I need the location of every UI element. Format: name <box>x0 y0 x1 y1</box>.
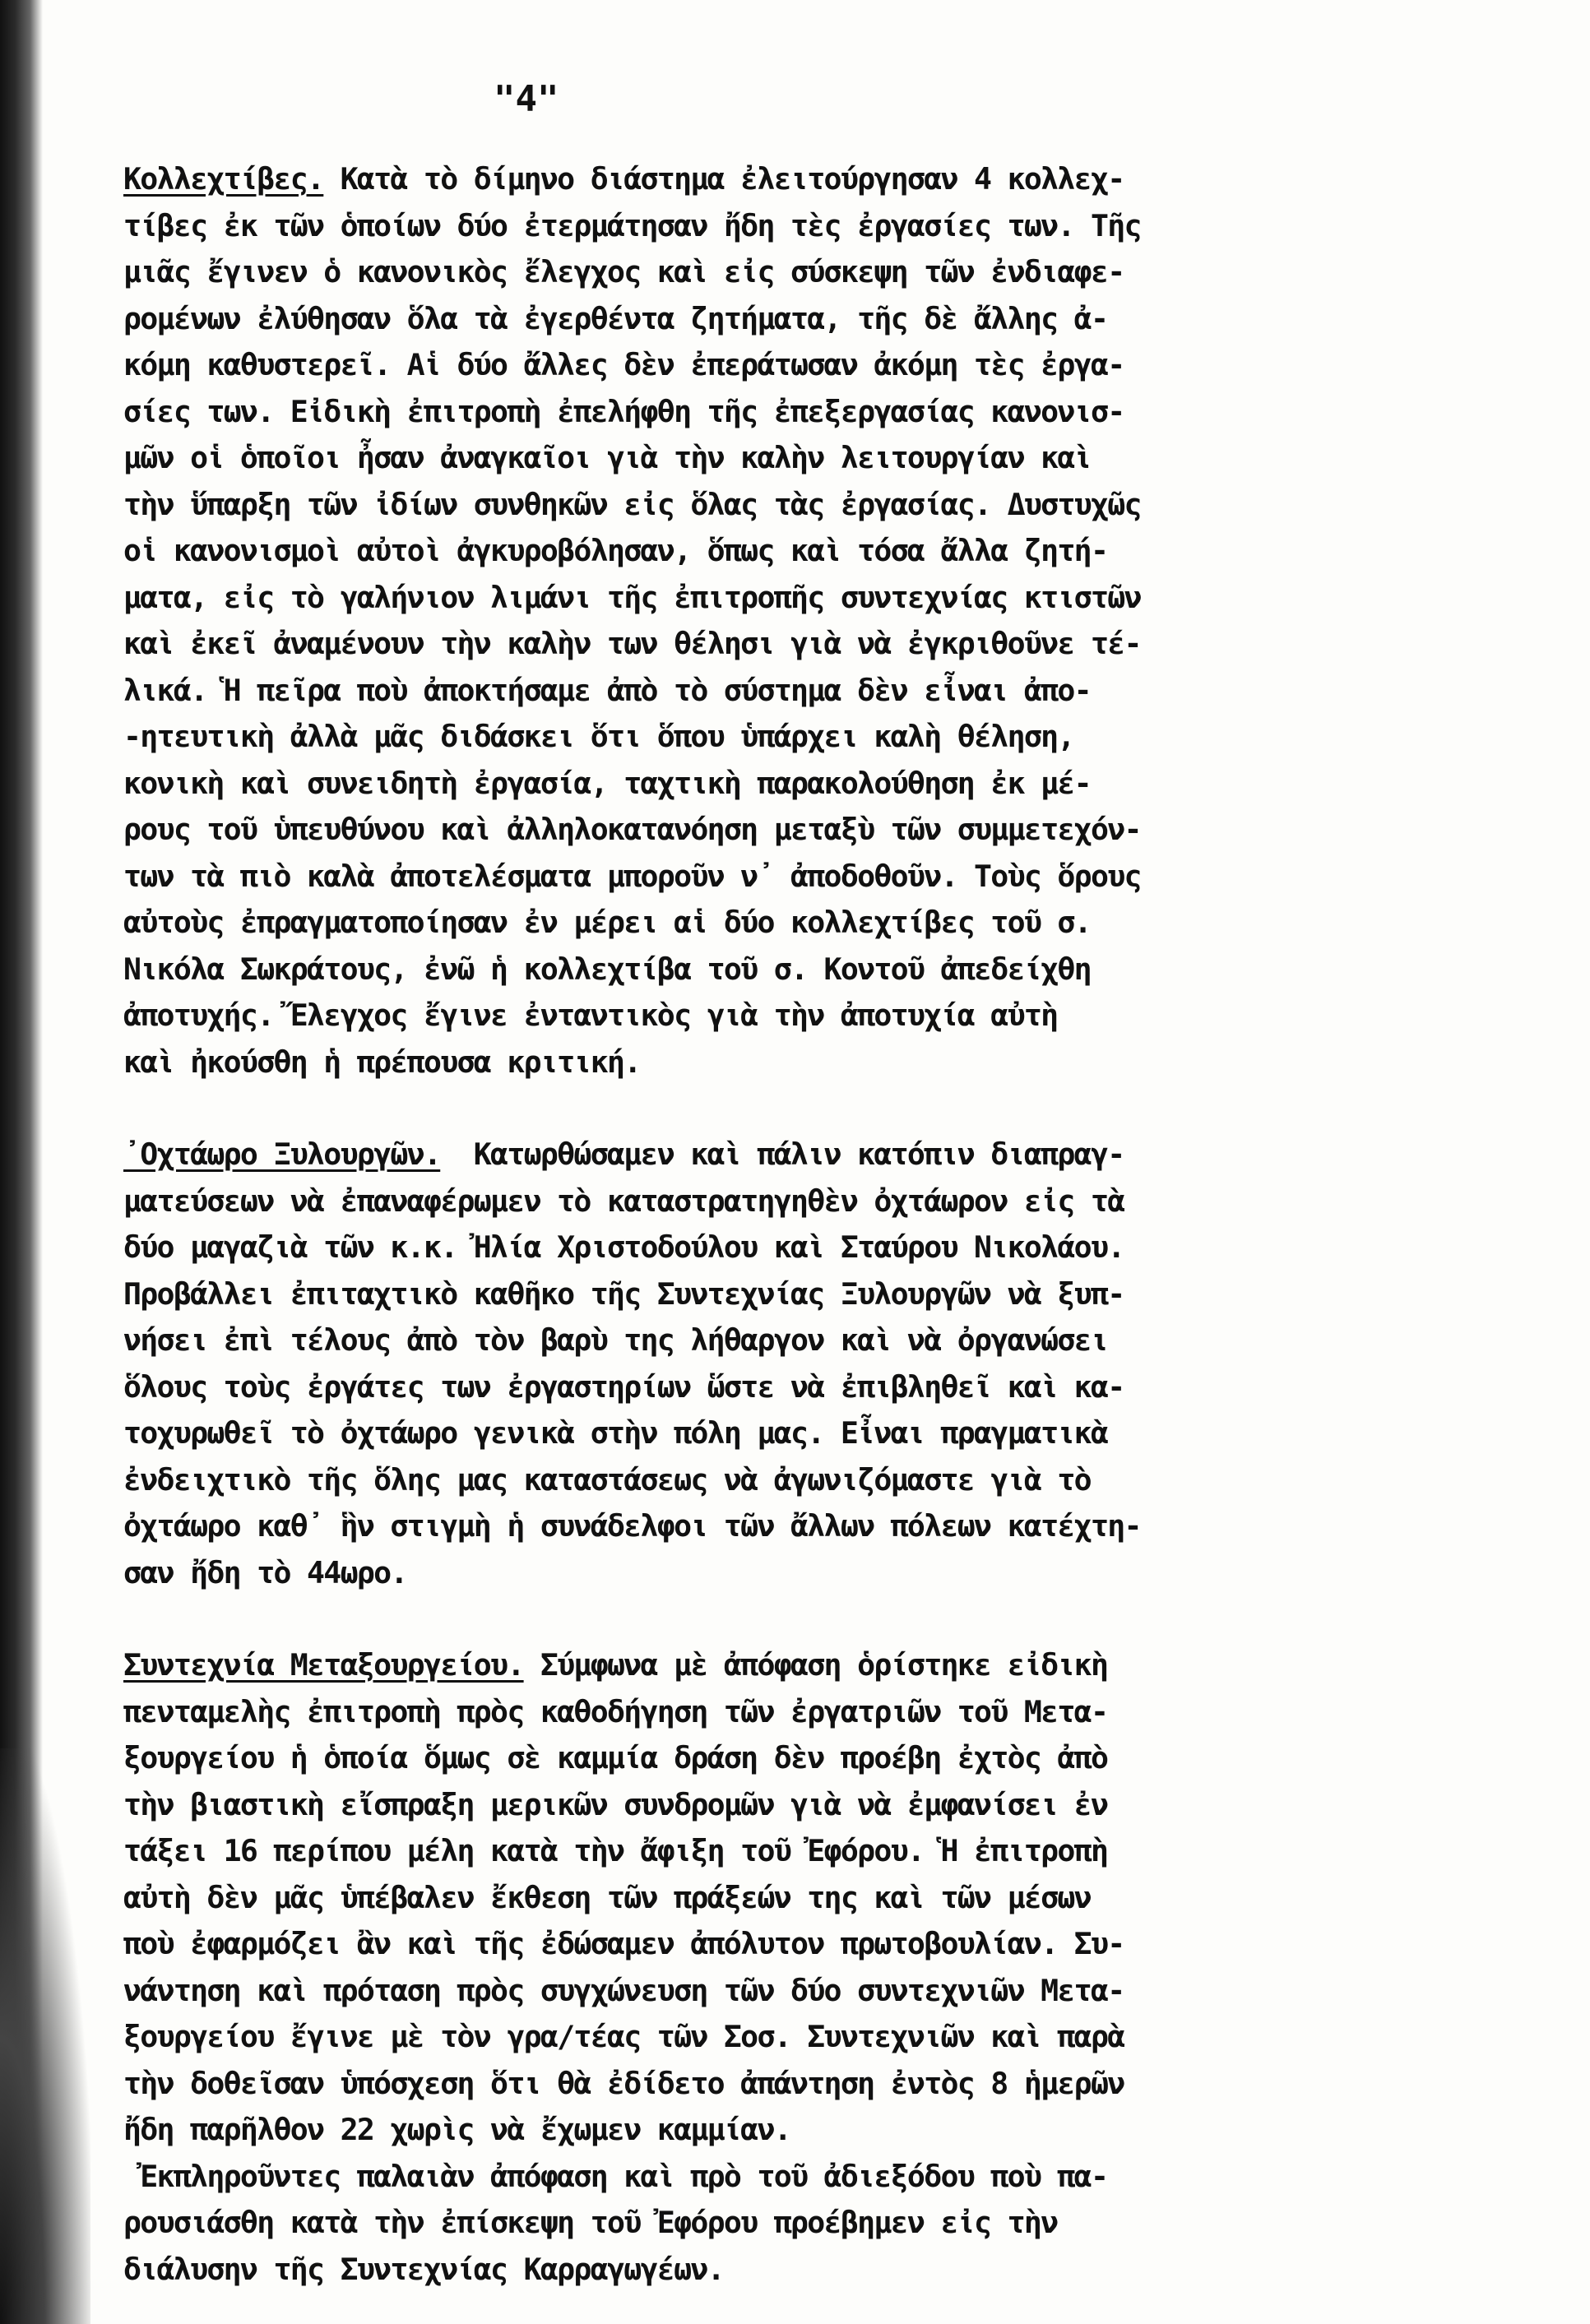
text-line: τὴν βιαστικὴ εἴσπραξη μερικῶν συνδρομῶν γιὰ νὰ ἐμφανίσει ἐν <box>123 1786 1108 1822</box>
section-kollektives <box>123 156 1588 1086</box>
document-body <box>123 156 1588 2293</box>
text-line: λικά. Ἡ πεῖρα ποὺ ἀποκτήσαμε ἀπὸ τὸ σύστημα δὲν εἶναι ἀπο- <box>123 672 1091 708</box>
text-line: Ἐκπληροῦντες παλαιὰν ἀπόφαση καὶ πρὸ τοῦ ἀδιεξόδου ποὺ πα- <box>123 2158 1108 2194</box>
text-line: των τὰ πιὸ καλὰ ἀποτελέσματα μποροῦν ν᾽ ἀποδοθοῦν. Τοὺς ὅρους <box>123 858 1141 894</box>
text-line: δύο μαγαζιὰ τῶν κ.κ. Ἠλία Χριστοδούλου καὶ Σταύρου Νικολάου. <box>123 1229 1124 1265</box>
section-first-line <box>123 156 1588 203</box>
text-line: Σύμφωνα μὲ ἀπόφαση ὁρίστηκε εἰδικὴ <box>523 1647 1108 1683</box>
text-line: καὶ ἐκεῖ ἀναμένουν τὴν καλὴν των θέλησι γιὰ νὰ ἐγκριθοῦνε τέ- <box>123 626 1141 661</box>
text-line: κόμη καθυστερεῖ. Αἱ δύο ἄλλες δὲν ἐπεράτωσαν ἀκόμη τὲς ἐργα- <box>123 347 1124 382</box>
text-line: τάξει 16 περίπου μέλη κατὰ τὴν ἄφιξη τοῦ Ἐφόρου. Ἡ ἐπιτροπὴ <box>123 1833 1108 1868</box>
section-heading: ᾽Οχτάωρο Ξυλουργῶν. <box>123 1137 441 1172</box>
text-line: ἀποτυχής. Ἔλεγχος ἔγινε ἐνταντικὸς γιὰ τὴν ἀποτυχία αὐτὴ <box>123 998 1058 1033</box>
text-line: ἐνδειχτικὸ τῆς ὅλης μας καταστάσεως νὰ ἀγωνιζόμαστε γιὰ τὸ <box>123 1461 1091 1498</box>
text-line: ματα, εἰς τὸ γαλήνιον λιμάνι τῆς ἐπιτροπῆς συντεχνίας κτιστῶν <box>123 579 1141 615</box>
section-oktaoro-xylourgon <box>123 1132 1588 1596</box>
text-line: ξουργείου ἔγινε μὲ τὸν γρα/τέας τῶν Σοσ. Συντεχνιῶν καὶ παρὰ <box>123 2019 1124 2054</box>
text-line: καὶ ἠκούσθη ἡ πρέπουσα κριτική. <box>123 1044 641 1080</box>
text-line: κονικὴ καὶ συνειδητὴ ἐργασία, ταχτικὴ παρακολούθηση ἐκ μέ- <box>123 765 1091 801</box>
text-line: τὴν δοθεῖσαν ὑπόσχεση ὅτι θὰ ἐδίδετο ἀπάντηση ἐντὸς 8 ἡμερῶν <box>123 2065 1124 2101</box>
text-line: νάντηση καὶ πρόταση πρὸς συγχώνευση τῶν δύο συντεχνιῶν Μετα- <box>123 1972 1124 2008</box>
text-line: τοχυρωθεῖ τὸ ὀχτάωρο γενικὰ στὴν πόλη μας. Εἶναι πραγματικὰ <box>123 1415 1108 1451</box>
scan-corner-shadow <box>0 1748 90 2324</box>
text-line: τὴν ὕπαρξη τῶν ἰδίων συνθηκῶν εἰς ὅλας τὰς ἐργασίας. Δυστυχῶς <box>123 486 1141 522</box>
text-line: νήσει ἐπὶ τέλους ἀπὸ τὸν βαρὺ της λήθαργον καὶ νὰ ὀργανώσει <box>123 1322 1108 1358</box>
text-line: ρομένων ἐλύθησαν ὅλα τὰ ἐγερθέντα ζητήματα, τῆς δὲ ἄλλης ἀ- <box>123 300 1108 336</box>
text-line: Νικόλα Σωκράτους, ἐνῶ ἡ κολλεχτίβα τοῦ σ. Κοντοῦ ἀπεδείχθη <box>123 951 1091 987</box>
section-first-line <box>123 1132 1588 1178</box>
text-line: Κατὰ τὸ δίμηνο διάστημα ἐλειτούργησαν 4 κολλεχ- <box>323 161 1124 197</box>
text-line: τίβες ἐκ τῶν ὁποίων δύο ἐτερμάτησαν ἤδη τὲς ἐργασίες των. Τῆς <box>123 207 1141 243</box>
text-line: -ητευτικὴ ἀλλὰ μᾶς διδάσκει ὅτι ὅπου ὑπάρχει καλὴ θέληση, <box>123 719 1074 754</box>
text-line: ὀχτάωρο καθ᾽ ἣν στιγμὴ ἡ συνάδελφοι τῶν ἄλλων πόλεων κατέχτη- <box>123 1508 1141 1544</box>
section-first-line <box>123 1642 1588 1689</box>
text-line: ὅλους τοὺς ἐργάτες των ἐργαστηρίων ὥστε νὰ ἐπιβληθεῖ καὶ κα- <box>123 1368 1124 1405</box>
text-line: πενταμελὴς ἐπιτροπὴ πρὸς καθοδήγηση τῶν ἐργατριῶν τοῦ Μετα- <box>123 1693 1108 1729</box>
text-line: σαν ἤδη τὸ 44ωρο. <box>123 1554 407 1590</box>
text-line: Κατωρθώσαμεν καὶ πάλιν κατόπιν διαπραγ- <box>440 1137 1124 1172</box>
text-line: ρους τοῦ ὑπευθύνου καὶ ἀλληλοκατανόηση μεταξὺ τῶν συμμετεχόν- <box>123 812 1141 847</box>
page-number: "4" <box>494 78 559 120</box>
text-line: αὐτὴ δὲν μᾶς ὑπέβαλεν ἔκθεση τῶν πράξεών της καὶ τῶν μέσων <box>123 1879 1091 1915</box>
text-line: ποὺ ἐφαρμόζει ἂν καὶ τῆς ἐδώσαμεν ἀπόλυτον πρωτοβουλίαν. Συ- <box>123 1926 1124 1961</box>
text-line: Προβάλλει ἐπιταχτικὸ καθῆκο τῆς Συντεχνίας Ξυλουργῶν νὰ ξυπ- <box>123 1275 1124 1312</box>
text-line: ρουσιάσθη κατὰ τὴν ἐπίσκεψη τοῦ Ἐφόρου προέβημεν εἰς τὴν <box>123 2205 1058 2240</box>
text-line: ματεύσεων νὰ ἐπαναφέρωμεν τὸ καταστρατηγηθὲν ὀχτάωρον εἰς τὰ <box>123 1183 1124 1219</box>
text-line: ξουργείου ἡ ὁποία ὅμως σὲ καμμία δράση δὲν προέβη ἐχτὸς ἀπὸ <box>123 1740 1108 1775</box>
text-line: αὐτοὺς ἐπραγματοποίησαν ἐν μέρει αἱ δύο κολλεχτίβες τοῦ σ. <box>123 905 1091 940</box>
section-syntechnia-metaxourgeiou <box>123 1642 1588 2293</box>
text-line: σίες των. Εἰδικὴ ἐπιτροπὴ ἐπελήφθη τῆς ἐπεξεργασίας κανονισ- <box>123 393 1124 429</box>
section-heading: Συντεχνία Μεταξουργείου. <box>123 1647 524 1683</box>
text-line: διάλυσην τῆς Συντεχνίας Καρραγωγέων. <box>123 2251 724 2287</box>
text-line: μῶν οἱ ὁποῖοι ἦσαν ἀναγκαῖοι γιὰ τὴν καλὴν λειτουργίαν καὶ <box>123 440 1091 475</box>
text-line: μιᾶς ἔγινεν ὁ κανονικὸς ἔλεγχος καὶ εἰς σύσκεψη τῶν ἐνδιαφε- <box>123 254 1124 289</box>
section-heading: Κολλεχτίβες. <box>123 161 324 197</box>
text-line: ἤδη παρῆλθον 22 χωρὶς νὰ ἔχωμεν καμμίαν. <box>123 2112 790 2147</box>
text-line: οἱ κανονισμοὶ αὐτοὶ ἀγκυροβόλησαν, ὅπως καὶ τόσα ἄλλα ζητή- <box>123 533 1108 568</box>
